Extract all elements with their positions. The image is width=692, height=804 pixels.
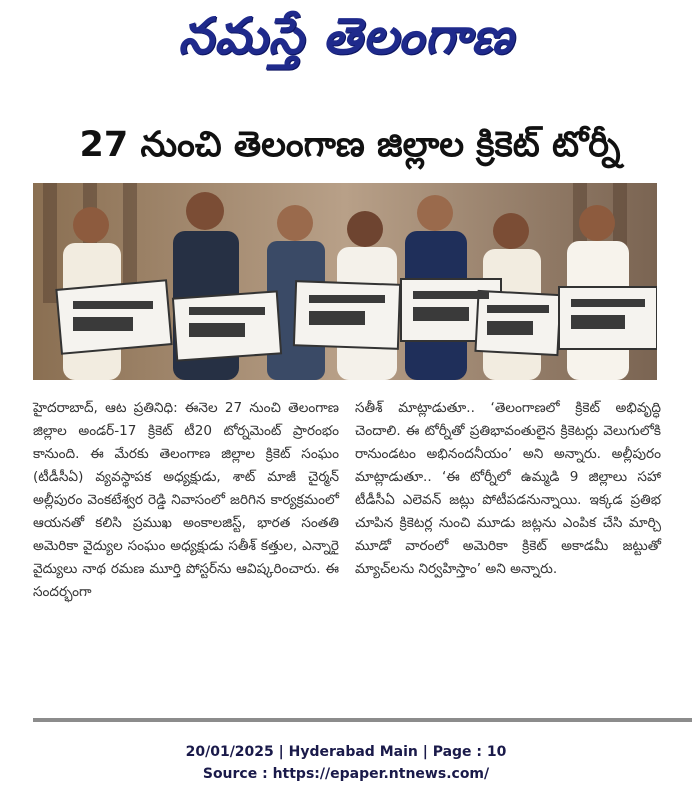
- article-body-right: సతీశ్ మాట్లాడుతూ.. ‘తెలంగాణలో క్రికెట్ అభివృద్ధి చెందాలి. ఈ టోర్నీతో ప్రతిభావంతులైన క్రికెటర్లు వెలుగులోకి రానుండటం అభినందనీయం’ అని అన్నారు. అల్లీపురం మాట్లాడుతూ.. ‘ఈ టోర్నీలో ఉమ్మడి 9 జిల్లాలు సహా టీడీసీఏ ఎలెవన్ జట్లు పోటీపడనున్నాయి. ఇక్కడ ప్రతిభ చూపిన క్రికెటర్ల నుంచి మూడు జట్లను ఎంపిక చేసి మార్చి మూడో వారంలో అమెరికా క్రికెట్ అకాడమీ జట్టుతో మ్యాచ్‌లను నిర్వహిస్తాం’ అని అన్నారు.: [355, 400, 661, 577]
- footer-divider: [33, 718, 692, 722]
- footer-source-line[interactable]: Source : https://epaper.ntnews.com/: [202, 766, 490, 782]
- photo-illustration: [33, 183, 657, 380]
- masthead-title: నమస్తే తెలంగాణ: [178, 6, 514, 65]
- article-column-right: [355, 397, 661, 581]
- footer-date-line: 20/01/2025 | Hyderabad Main | Page : 10: [185, 744, 507, 760]
- article-headline: 27 నుంచి తెలంగాణ జిల్లాల క్రికెట్ టోర్నీ: [79, 125, 621, 165]
- article-photo: [33, 183, 657, 380]
- article-body-left: హైదరాబాద్, ఆట ప్రతినిధి: ఈనెల 27 నుంచి తెలంగాణ జిల్లాల అండర్-17 క్రికెట్ టీ20 టోర్నమెంట్ ప్రారంభం కానుంది. ఈ మేరకు తెలంగాణ జిల్లాల క్రికెట్ సంఘం (టీడీసీఏ) వ్యవస్థాపక అధ్యక్షుడు, శాట్ మాజీ చైర్మన్ అల్లీపురం వెంకటేశ్వర రెడ్డి నివాసంలో జరిగిన కార్యక్రమంలో ఆయనతో కలిసి ప్రముఖ అంకాలజిస్ట్, భారత సంతతి అమెరికా వైద్యుల సంఘం అధ్యక్షుడు సతీశ్ కత్తుల, ఎన్నారై వైద్యులు నాథ రమణ మూర్తి పోస్టర్‌ను ఆవిష్కరించారు. ఈ సందర్భంగా: [33, 400, 339, 600]
- masthead: [0, 6, 692, 76]
- article-column-left: [33, 397, 339, 604]
